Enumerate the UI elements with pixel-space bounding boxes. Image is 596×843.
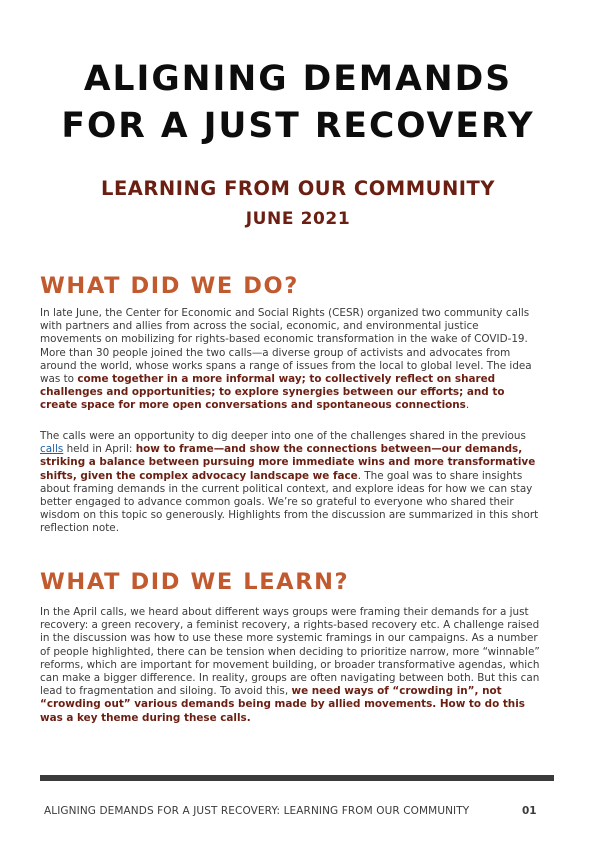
document-date: JUNE 2021	[245, 209, 351, 229]
section1-p2-mid: held in April:	[63, 443, 136, 456]
title-line-1: ALIGNING DEMANDS	[83, 59, 513, 99]
section2-p1-text: In the April calls, we heard about different ways groups were framing their demands for a just recovery: a green recovery, a feminist recovery, a rights-based recovery etc. A challenge raised in the discussion was how to use these more systemic framings in our campaigns. As a number of people highlighted, there can be tension when deciding to prioritize narrow, more “winnable” reforms, which are important for movement building, or broader transformative agendas, which can make a bigger difference. In reality, groups are often navigating between both. But this can lead to fragmentation and siloing. To avoid this,	[40, 606, 540, 698]
section1-paragraph-2	[40, 430, 540, 536]
section1-p1-emphasis: come together in a more informal way; to collectively reflect on shared challenges and opportunities; to explore synergies between our efforts; and to create space for more open conversations and spontaneous connections	[40, 373, 505, 412]
section1-p1-text: In late June, the Center for Economic and Social Rights (CESR) organized two community calls with partners and allies from across the social, economic, and environmental justice movements on mobilizing for rights-based economic transformation in the wake of COVID-19. More than 30 people joined the two calls—a diverse group of activists and advocates from around the world, whose works spans a range of issues from the local to global level. The idea was to	[40, 307, 532, 386]
calls-link[interactable]: calls	[40, 443, 64, 456]
document-title	[0, 56, 596, 150]
section1-p2-emphasis: how to frame—and show the connections between—our demands, striking a balance between pursuing more immediate wins and more transformative shifts, given the complex advocacy landscape we face	[40, 443, 536, 482]
page-number: 01	[522, 805, 537, 817]
section-heading-what-did-we-do: WHAT DID WE DO?	[40, 273, 299, 299]
title-line-2: FOR A JUST RECOVERY	[61, 106, 535, 146]
section1-p2-start: The calls were an opportunity to dig deeper into one of the challenges shared in the previous	[40, 430, 526, 442]
section1-paragraph-1	[40, 307, 540, 413]
section1-p2-end: . The goal was to share insights about framing demands in the current political context, and explore ideas for how we can stay better engaged to advance common goals. We’re so grateful to everyone who shared their wisdom on this topic so generously. Highlights from the discussion are summarized in this short reflection note.	[40, 469, 539, 535]
section2-p1-emphasis: we need ways of “crowding in”, not “crowding out” various demands being made by allied movements. How to do this was a key theme during these calls.	[40, 685, 525, 724]
section1-p1-end: .	[465, 399, 470, 412]
footer-running-title: ALIGNING DEMANDS FOR A JUST RECOVERY: LEARNING FROM OUR COMMUNITY	[44, 805, 470, 817]
document-subtitle: LEARNING FROM OUR COMMUNITY	[101, 177, 495, 200]
footer-divider	[40, 775, 554, 781]
section2-paragraph-1	[40, 606, 540, 725]
section-heading-what-did-we-learn: WHAT DID WE LEARN?	[40, 569, 350, 595]
